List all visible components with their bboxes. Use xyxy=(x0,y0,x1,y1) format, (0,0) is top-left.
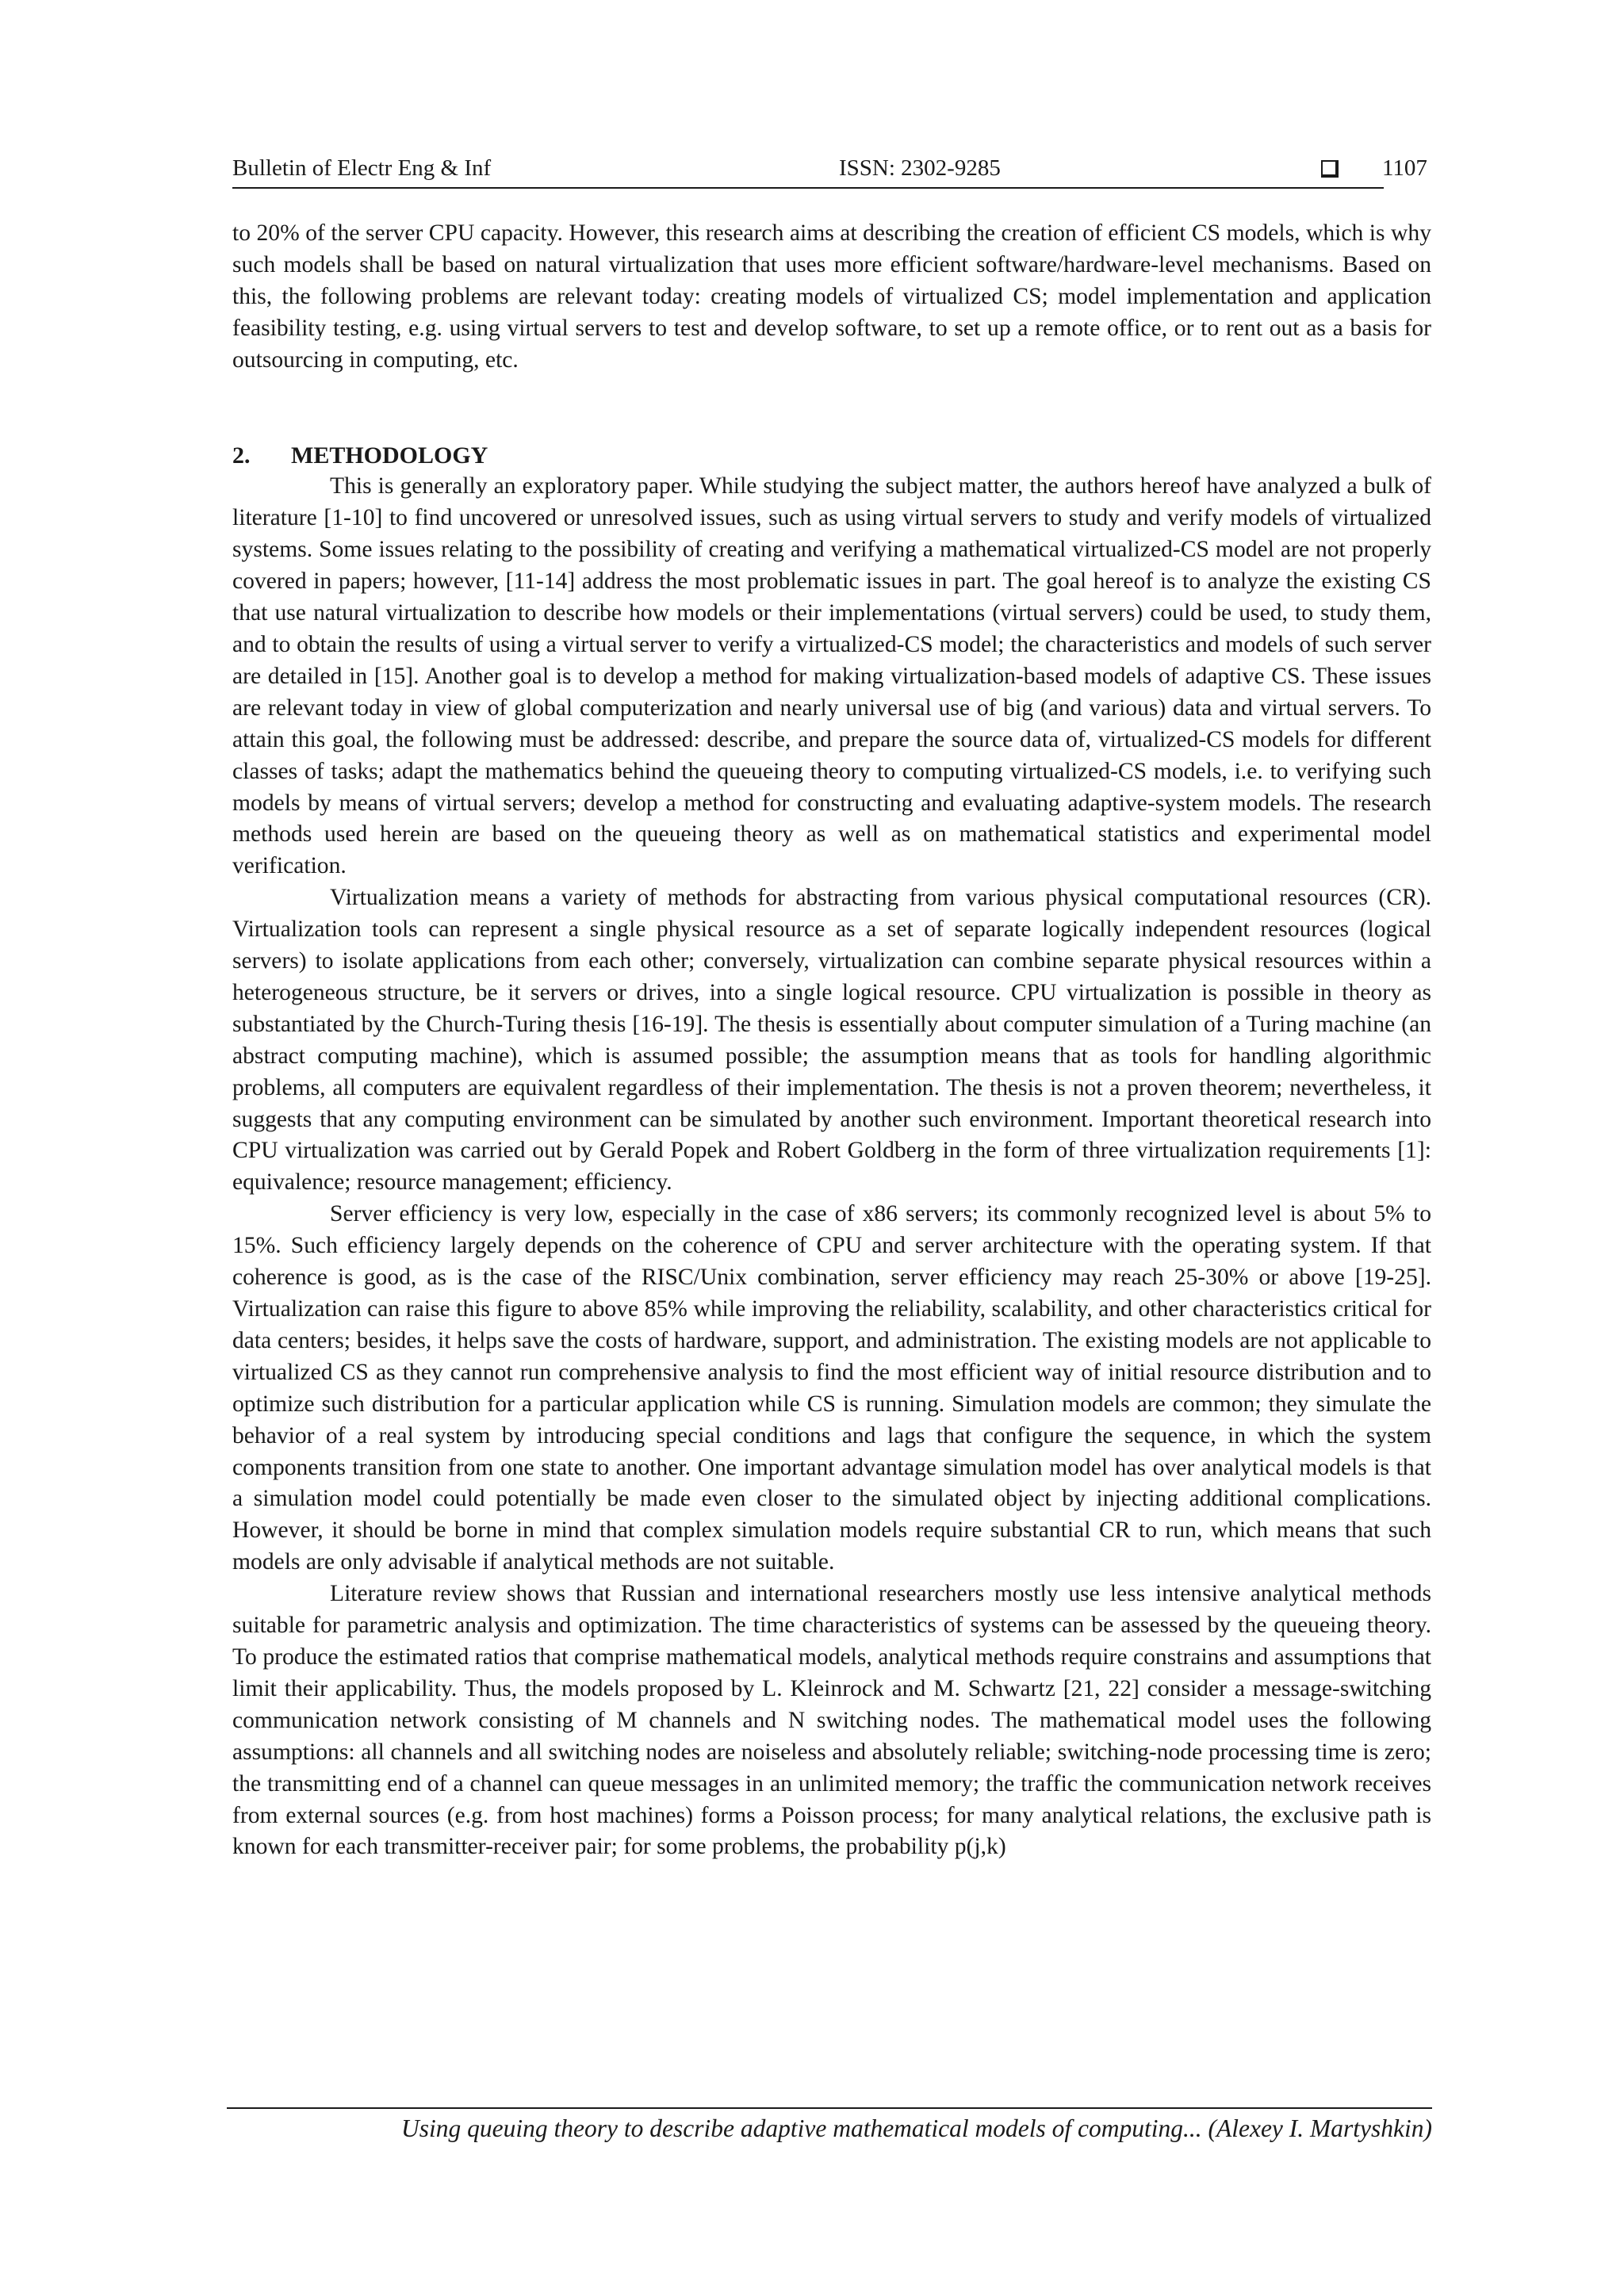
footer-divider xyxy=(227,2107,1432,2109)
page-number: 1107 xyxy=(1382,155,1427,181)
body-paragraph: Server efficiency is very low, especially in the case of x86 servers; its commonly recognized level is about 5% to 15%. Such efficiency largely depends on the coherence of CPU and server architecture with the operating system. If that coherence is good, as is the case of the RISC/Unix combination, server efficiency may reach 25-30% or above [19-25]. Virtualization can raise this figure to above 85% while improving the reliability, scalability, and other characteristics critical for data centers; besides, it helps save the costs of hardware, support, and administration. The existing models are not applicable to virtualized CS as they cannot run comprehensive analysis to find the most efficient way of initial resource distribution and to optimize such distribution for a particular application while CS is running. Simulation models are common; they simulate the behavior of a real system by introducing special conditions and lags that configure the sequence, in which the system components transition from one state to another. One important advantage simulation model has over analytical models is that a simulation model could potentially be made even closer to the simulated object by injecting additional complications. However, it should be borne in mind that complex simulation models require substantial CR to run, which means that such models are only advisable if analytical methods are not suitable. xyxy=(232,1201,1431,1575)
body-paragraph: Virtualization means a variety of methods for abstracting from various physical computational resources (CR). Virtualization tools can represent a single physical resource as a set of separate logically independent resources (logical servers) to isolate applications from each other; conversely, virtualization can combine separate physical resources within a heterogeneous structure, be it servers or drives, into a single logical resource. CPU virtualization is possible in theory as substantiated by the Church-Turing thesis [16-19]. The thesis is essentially about computer simulation of a Turing machine (an abstract computing machine), which is assumed possible; the assumption means that as tools for handling algorithmic problems, all computers are equivalent regardless of their implementation. The thesis is not a proven theorem; nevertheless, it suggests that any computing environment can be simulated by another such environment. Important theoretical research into CPU virtualization was carried out by Gerald Popek and Robert Goldberg in the form of three virtualization requirements [1]: equivalence; resource management; efficiency. xyxy=(232,885,1431,1196)
intro-paragraph: to 20% of the server CPU capacity. However, this research aims at describing the creation of efficient CS models, which is why such models shall be based on natural virtualization that uses more efficient software/hardware-level mechanisms. Based on this, the following problems are relevant today: creating models of virtualized CS; model implementation and application feasibility testing, e.g. using virtual servers to test and develop software, to set up a remote office, or to rent out as a basis for outsourcing in computing, etc. xyxy=(232,220,1431,373)
checkbox-square-icon xyxy=(1321,160,1339,178)
running-title-footer: Using queuing theory to describe adaptive mathematical models of computing... (Alexey I. Martyshkin) xyxy=(401,2114,1432,2142)
issn: ISSN: 2302-9285 xyxy=(839,155,1001,181)
body-paragraph: This is generally an exploratory paper. While studying the subject matter, the authors hereof have analyzed a bulk of literature [1-10] to find uncovered or unresolved issues, such as using virtual servers to study and verify models of virtualized systems. Some issues relating to the possibility of creating and verifying a mathematical virtualized-CS model are not properly covered in papers; however, [11-14] address the most problematic issues in part. The goal hereof is to analyze the existing CS that use natural virtualization to describe how models or their implementations (virtual servers) could be used, to study them, and to obtain the results of using a virtual server to verify a virtualized-CS model; the characteristics and models of such server are detailed in [15]. Another goal is to develop a method for making virtualization-based models of adaptive CS. These issues are relevant today in view of global computerization and nearly universal use of big (and various) data and virtual servers. To attain this goal, the following must be addressed: describe, and prepare the source data of, virtualized-CS models for different classes of tasks; adapt the mathematics behind the queueing theory to computing virtualized-CS models, i.e. to verifying such models by means of virtual servers; develop a method for constructing and evaluating adaptive-system models. The research methods used herein are based on the queueing theory as well as on mathematical statistics and experimental model verification. xyxy=(232,473,1431,879)
header-divider xyxy=(232,187,1384,189)
section-title: METHODOLOGY xyxy=(291,442,488,469)
article-body xyxy=(232,218,1431,1863)
body-paragraph: Literature review shows that Russian and international researchers mostly use less intensive analytical methods suitable for parametric analysis and optimization. The time characteristics of systems can be assessed by the queueing theory. To produce the estimated ratios that comprise mathematical models, analytical methods require constrains and assumptions that limit their applicability. Thus, the models proposed by L. Kleinrock and M. Schwartz [21, 22] consider a message-switching communication network consisting of M channels and N switching nodes. The mathematical model uses the following assumptions: all channels and all switching nodes are noiseless and absolutely reliable; switching-node processing time is zero; the transmitting end of a channel can queue messages in an unlimited memory; the traffic the communication network receives from external sources (e.g. from host machines) forms a Poisson process; for many analytical relations, the exclusive path is known for each transmitter-receiver pair; for some problems, the probability p(j,k) xyxy=(232,1581,1431,1860)
section-number: 2. xyxy=(232,442,251,469)
journal-name: Bulletin of Electr Eng & Inf xyxy=(232,155,492,181)
section-heading xyxy=(232,440,1431,472)
page-header xyxy=(232,155,1431,190)
